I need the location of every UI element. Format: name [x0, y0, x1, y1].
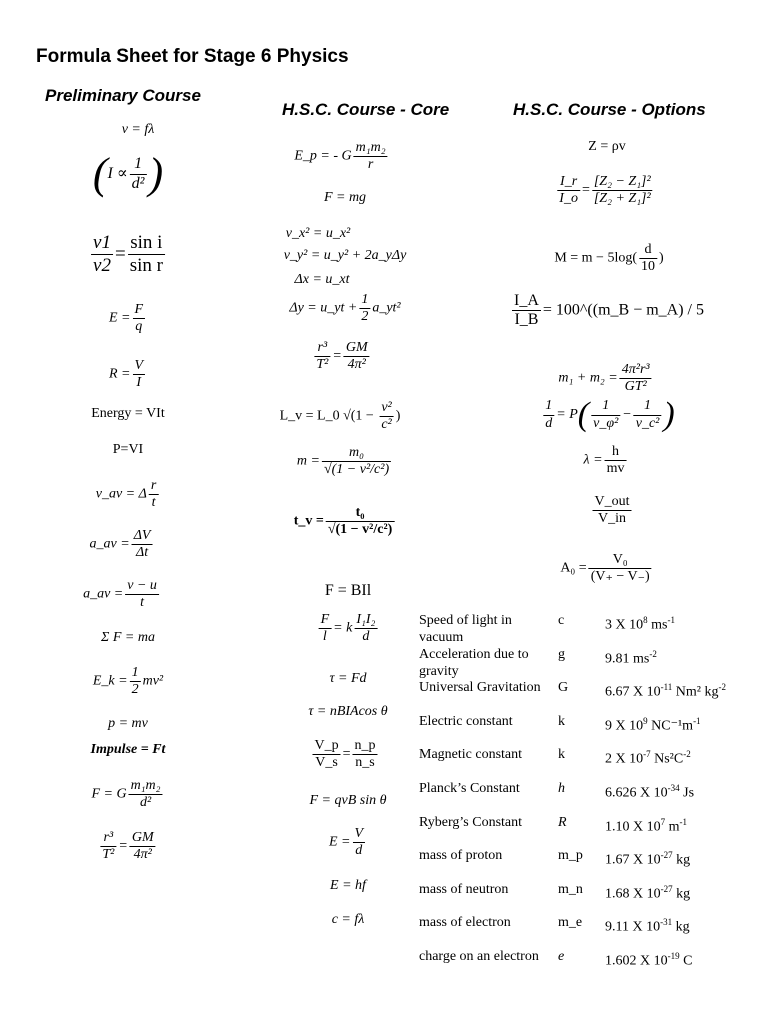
constant-unit: Js — [679, 785, 695, 801]
constant-exponent: 9 — [643, 715, 648, 726]
constant-unit: NC⁻¹m — [647, 718, 694, 734]
constant-exponent: -34 — [667, 783, 680, 793]
constant-unit: kg — [672, 852, 691, 868]
constant-value — [605, 746, 691, 768]
constant-name: Planck’s Constant — [419, 781, 520, 796]
constant-row — [0, 713, 768, 747]
constant-symbol: k — [558, 747, 565, 763]
constant-row — [0, 847, 768, 881]
formula-relativistic-mass: m = $\frac{\text{m₀}}{\text{√(1 − v²/c²)}}$ — [296, 445, 390, 478]
constant-exponent: -27 — [660, 883, 673, 894]
formula-impulse: Impulse = Ft — [90, 742, 166, 757]
constant-exponent: -11 — [660, 682, 673, 693]
constant-exponent: -27 — [660, 850, 673, 861]
constant-exponent: 8 — [643, 615, 648, 625]
formula-photon-energy: E = hf — [330, 878, 366, 893]
constant-unit: kg — [672, 886, 691, 902]
constant-name: Acceleration due to gravity — [419, 646, 529, 679]
constant-exponent: -19 — [667, 951, 680, 961]
formula-horizontal-displacement: Δx = u_xt — [294, 272, 350, 287]
constant-symbol: G — [558, 680, 569, 696]
formula-lens-power: $\frac{1}{d}$ = P( $\frac{1}{\text{v\_φ²}}$ − $\frac{1}{\text{v\_c²}}$ ) — [545, 396, 675, 433]
constant-row — [0, 780, 768, 814]
constant-value — [605, 713, 701, 735]
constant-row — [0, 914, 768, 948]
constant-exponent: -7 — [643, 749, 651, 760]
constant-value-base: 6.67 X 10 — [605, 684, 661, 700]
constant-value — [605, 847, 690, 869]
preliminary-course-heading: Preliminary Course — [45, 86, 201, 105]
constant-value-base: 2 X 10 — [605, 752, 644, 768]
formula-field-between-plates: E = $\frac{V}{d}$ — [328, 826, 364, 859]
formula-weight: F = mg — [323, 190, 367, 205]
constant-value — [605, 646, 657, 668]
constant-unit: ms — [647, 617, 668, 633]
formula-vertical-velocity: v_y² = u_y² + 2a_yΔy — [283, 248, 407, 263]
constant-symbol: R — [558, 814, 567, 830]
options-course-heading: H.S.C. Course - Options — [513, 100, 706, 119]
constant-unit: Ns²C — [650, 752, 684, 768]
constant-value — [605, 814, 687, 836]
constant-symbol: g — [558, 646, 565, 662]
formula-gravitation-force: F = G $\frac{\text{m₁m₂}}{\text{d²}}$ — [91, 778, 161, 811]
constant-name: Electric constant — [419, 713, 513, 729]
formula-average-acceleration-2: a_av = $\frac{v - u}{t}$ — [83, 578, 157, 611]
constant-row — [0, 948, 768, 982]
formula-gravitational-potential-energy: E_p = - G $\frac{\text{m₁m₂}}{r}$ — [294, 140, 386, 173]
formula-length-contraction: L_v = L_0 √(1 − $\frac{\text{v²}}{\text{c²}}$ ) — [279, 400, 401, 433]
constant-name: mass of electron — [419, 915, 511, 931]
formula-charge-magnetic-force: F = qvB sin θ — [309, 793, 387, 808]
constant-row — [0, 814, 768, 848]
constant-value-base: 1.602 X 10 — [605, 953, 668, 969]
formula-transformer: $\frac{V\_p}{V\_s}$ = $\frac{n\_p}{n\_s}$ — [314, 738, 376, 771]
constant-value — [605, 612, 675, 634]
formula-parallel-wires: $\frac{F}{l}$ = k $\frac{\text{I₁I₂}}{d}$ — [320, 612, 376, 645]
formula-energy: Energy = VIt — [91, 406, 165, 421]
formula-acoustic-impedance: Z = ρv — [588, 139, 626, 154]
constant-value-base: 1.10 X 10 — [605, 819, 661, 835]
constant-unit: m — [665, 819, 680, 835]
formula-kepler-core: $\frac{\text{r³}}{\text{T²}}$ = $\frac{GM}{\text{4π²}}$ — [316, 340, 368, 373]
constant-value-base: 3 X 10 — [605, 617, 644, 633]
formula-binary-mass: m₁ + m₂ = $\frac{\text{4π²r³}}{\text{GT²}}$ — [558, 362, 650, 395]
constant-symbol: h — [558, 781, 565, 796]
constant-row — [0, 679, 768, 713]
formula-intensity: (I ∝ $\frac{1}{\text{d²}}$ ) — [92, 149, 164, 198]
constant-value — [605, 780, 694, 802]
constant-symbol: m_p — [558, 848, 583, 864]
formula-gain: $\frac{\text{V\_out}}{V\_in}$ — [594, 494, 630, 527]
formula-light-speed: c = fλ — [331, 912, 365, 927]
formula-vertical-displacement: Δy = u_yt + $\frac{1}{2}$ a_yt² — [289, 292, 401, 325]
constant-name: Ryberg’s Constant — [419, 814, 523, 830]
constant-name: Speed of light in vacuum — [419, 613, 512, 645]
constant-name: mass of proton — [419, 848, 503, 864]
constant-symbol: m_e — [558, 915, 583, 931]
constant-exponent: 7 — [660, 816, 666, 827]
constant-exponent: -31 — [660, 917, 673, 928]
formula-de-broglie: λ = $\frac{h}{mv}$ — [583, 444, 625, 477]
constant-row — [0, 612, 768, 646]
constant-symbol: m_n — [558, 881, 583, 897]
constant-row — [0, 746, 768, 780]
document-title: Formula Sheet for Stage 6 Physics — [36, 46, 349, 67]
constant-name: Magnetic constant — [419, 747, 523, 763]
constant-row — [0, 881, 768, 915]
constant-unit: C — [679, 953, 693, 969]
formula-torque-coil: τ = nBIAcos θ — [308, 704, 388, 719]
constant-unit: Nm² kg — [672, 684, 719, 700]
constant-value-base: 1.68 X 10 — [605, 886, 661, 902]
constant-name: mass of neutron — [419, 881, 509, 897]
formula-open-loop-gain: A₀ = $\frac{\text{V₀}}{(V_+ - V_-)}$ — [560, 552, 650, 585]
constant-unit-exponent: -1 — [693, 715, 701, 726]
constant-value-base: 1.67 X 10 — [605, 852, 661, 868]
constant-value — [605, 881, 690, 903]
formula-reflection-ratio: $\frac{I\_r}{I\_o}$ = $\frac{\text{[Z₂ − Z₁]²}}{\text{[Z₂ + Z₁]²}}$ — [559, 174, 651, 207]
core-course-heading: H.S.C. Course - Core — [282, 100, 450, 119]
constant-unit: kg — [672, 920, 690, 936]
formula-kinetic-energy: E_k = $\frac{1}{2}$ mv² — [92, 665, 164, 698]
constant-name: charge on an electron — [419, 949, 539, 964]
constant-value — [605, 679, 726, 701]
formula-brightness-ratio: $\frac{I\_A}{I\_B}$ = 100^((m_B − m_A) / 5 — [514, 292, 704, 329]
formula-snell-law: $\frac{v1}{v2}$ = $\frac{\text{sin i}}{\text{sin r}}$ — [93, 232, 163, 276]
constant-unit-exponent: -1 — [679, 816, 688, 827]
formula-momentum: p = mv — [108, 716, 148, 731]
formula-time-dilation: t_v = $\frac{\text{t₀}}{\text{√(1 − v²/c²)}}$ — [293, 505, 393, 538]
constant-symbol: k — [558, 713, 565, 729]
constant-value-base: 9.81 ms — [605, 651, 650, 667]
constant-value-base: 6.626 X 10 — [605, 785, 668, 801]
constant-unit-exponent: -2 — [718, 682, 726, 693]
constant-unit-exponent: -2 — [683, 749, 691, 760]
formula-electric-field: E = $\frac{F}{q}$ — [108, 302, 144, 335]
formula-power: P=VI — [112, 442, 144, 457]
formula-average-acceleration-1: a_av = $\frac{\Delta V}{\Delta t}$ — [89, 528, 151, 561]
formula-motor-force: F = BIl — [324, 582, 372, 599]
formula-horizontal-velocity: v_x² = u_x² — [285, 226, 351, 241]
constant-row — [0, 646, 768, 680]
formula-newton-second-law: Σ F = ma — [101, 630, 155, 645]
constant-value — [605, 914, 690, 936]
constant-value — [605, 948, 692, 970]
constant-symbol: c — [558, 613, 565, 628]
constant-exponent: -2 — [649, 648, 657, 659]
formula-wave-speed: v = fλ — [121, 122, 155, 137]
constant-unit-exponent: -1 — [667, 615, 675, 625]
constant-symbol: e — [558, 949, 565, 964]
formula-average-velocity: v_av = Δ $\frac{r}{t}$ — [95, 478, 157, 511]
formula-resistance: R = $\frac{V}{I}$ — [108, 358, 144, 391]
formula-distance-modulus: M = m − 5log( $\frac{d}{10}$ ) — [554, 242, 664, 275]
formula-kepler-prelim: $\frac{\text{r³}}{\text{T²}}$ = $\frac{GM}{\text{4π²}}$ — [102, 830, 154, 863]
constant-value-base: 9 X 10 — [605, 718, 644, 734]
formula-torque: τ = Fd — [329, 671, 367, 686]
constant-value-base: 9.11 X 10 — [605, 920, 661, 936]
constant-name: Universal Gravitation — [419, 680, 541, 696]
